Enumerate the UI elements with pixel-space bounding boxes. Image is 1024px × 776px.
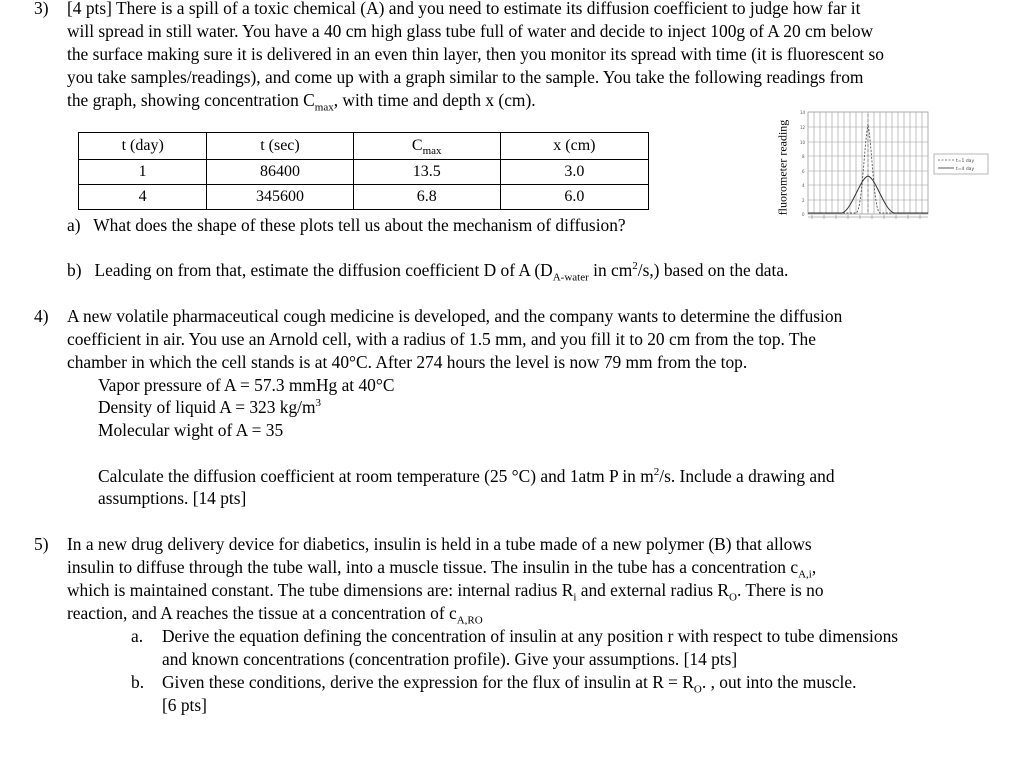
q4-calc-line2: assumptions. [14 pts] [98, 488, 247, 508]
cell-cmax: 6.8 [353, 185, 500, 210]
header-x-cm: x (cm) [500, 133, 648, 160]
q4-line3: chamber in which the cell stands is at 40°C. After 274 hours the level is now 79 mm from the top. [67, 352, 748, 372]
q5b-text [162, 671, 856, 717]
q5-number: 5) [34, 534, 49, 554]
q3b: b) Leading on from that, estimate the diffusion coefficient D of A ($D_{A-water}$ in $cm^2/s$,) based on the data. [67, 260, 789, 284]
q5b-label: b. [131, 672, 145, 692]
readings-table [78, 132, 649, 210]
cell-day: 4 [79, 185, 207, 210]
q5b-line1: Given these conditions, derive the expression for the flux of insulin at $R = R_O$. , out into the muscle. [162, 672, 857, 696]
svg-text:6: 6 [802, 169, 805, 174]
q5a-label: a. [131, 626, 144, 646]
cell-sec: 86400 [207, 160, 353, 185]
plot-svg [790, 106, 1014, 224]
header-t-day: t (day) [79, 133, 207, 160]
svg-text:14: 14 [800, 110, 806, 115]
cell-day: 1 [79, 160, 207, 185]
q5-line3: which is maintained constant. The tube dimensions are: internal radius $R_i$ and external radius $R_O$. There is no [67, 580, 824, 604]
svg-text:2: 2 [802, 198, 805, 203]
q3-line1: [4 pts] There is a spill of a toxic chemical (A) and you need to estimate its diffusion coefficient to judge how far it [67, 0, 861, 18]
q5-line1: In a new drug delivery device for diabetics, insulin is held in a tube made of a new polymer (B) that allows [67, 534, 812, 554]
q3a [67, 214, 626, 237]
q3-text [67, 0, 992, 112]
header-cmax: $C_{max}$ [353, 133, 500, 160]
q5a-line2: and known concentrations (concentration profile). Give your assumptions. [14 pts] [162, 649, 738, 669]
table-row [79, 185, 649, 210]
table-row [79, 160, 649, 185]
q4-text [67, 305, 992, 374]
q3-line3: the surface making sure it is delivered in an even thin layer, then you monitor its spread with time (it is fluorescent so [67, 44, 884, 64]
q5a-line1: Derive the equation defining the concentration of insulin at any position r with respect to tube dimensions [162, 626, 899, 646]
cell-x: 3.0 [500, 160, 648, 185]
svg-text:8: 8 [802, 154, 805, 159]
svg-text:0: 0 [802, 212, 805, 217]
svg-text:4: 4 [802, 183, 805, 188]
q3a-text: What does the shape of these plots tell us about the mechanism of diffusion? [93, 215, 626, 235]
q5a-text [162, 625, 898, 671]
svg-text:10: 10 [800, 140, 806, 145]
svg-text:12: 12 [800, 125, 806, 130]
q5b-line2: [6 pts] [162, 695, 207, 715]
q4-line1: A new volatile pharmaceutical cough medicine is developed, and the company wants to determine the diffusion [67, 306, 843, 326]
q4-line2: coefficient in air. You use an Arnold cell, with a radius of 1.5 mm, and you fill it to 20 cm from the top. The [67, 329, 816, 349]
q4-number: 4) [34, 306, 49, 326]
q3-line5: the graph, showing concentration $C_{max}$, with time and depth x (cm). [67, 90, 536, 114]
legend-day4: t=4 day [956, 167, 975, 172]
cell-x: 6.0 [500, 185, 648, 210]
q4-density: Density of liquid A = 323 $kg/m^3$ [98, 397, 322, 417]
fluorescence-plot [766, 104, 1016, 226]
q5-text [67, 533, 992, 625]
q4-calc-line1: Calculate the diffusion coefficient at room temperature (25 °C) and 1atm P in $m^2/s$. Include a drawing and [98, 466, 835, 486]
header-t-sec: t (sec) [207, 133, 353, 160]
q5-line2: insulin to diffuse through the tube wall, into a muscle tissue. The insulin in the tube has a concentration $c_{A,i}$, [67, 557, 817, 581]
plot-ylabel: fluorometer reading [775, 119, 790, 216]
q4-vapor: Vapor pressure of A = 57.3 mmHg at 40°C [98, 375, 395, 395]
cell-cmax: 13.5 [353, 160, 500, 185]
q5-line4: reaction, and A reaches the tissue at a concentration of $c_{A,RO}$ [67, 603, 483, 627]
legend-day1: t=1 day [956, 159, 975, 164]
q3-line2: will spread in still water. You have a 40 cm high glass tube full of water and decide to inject 100g of A 20 cm below [67, 21, 874, 41]
q3-line4: you take samples/readings), and come up with a graph similar to the sample. You take the following readings from [67, 67, 864, 87]
cell-sec: 345600 [207, 185, 353, 210]
q3b-label: b) [67, 260, 82, 280]
q3-number: 3) [34, 0, 49, 18]
q3a-label: a) [67, 215, 81, 235]
q4-molecular: Molecular wight of A = 35 [98, 420, 284, 440]
